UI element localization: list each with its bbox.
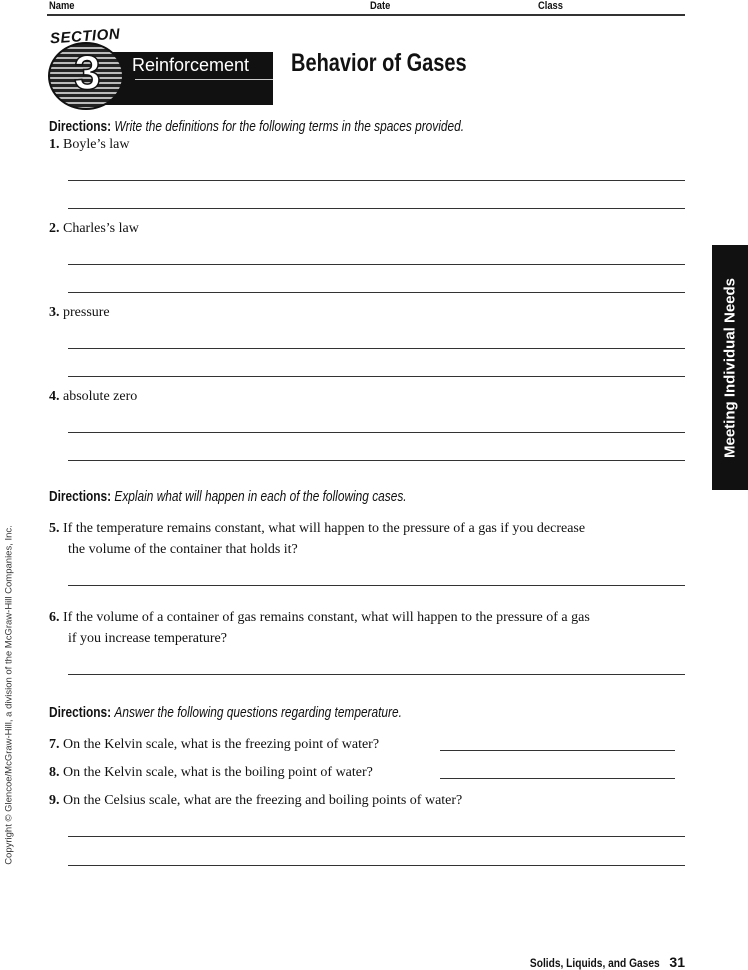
header-rule	[47, 14, 685, 16]
question-3: 3. pressure	[49, 305, 110, 320]
answer-line[interactable]	[68, 180, 685, 181]
answer-line[interactable]	[440, 750, 675, 751]
side-tab-label: Meeting Individual Needs	[721, 277, 739, 458]
footer	[507, 954, 685, 970]
answer-line[interactable]	[68, 376, 685, 377]
answer-line[interactable]	[68, 674, 685, 675]
answer-line[interactable]	[440, 778, 675, 779]
answer-line[interactable]	[68, 264, 685, 265]
class-label: Class	[538, 0, 563, 12]
question-6: 6. If the volume of a container of gas remains constant, what will happen to the pressure of a gas	[49, 610, 590, 625]
question-5: 5. If the temperature remains constant, what will happen to the pressure of a gas if you decrease	[49, 521, 586, 536]
question-6-cont: if you increase temperature?	[68, 631, 227, 646]
question-5-cont: the volume of the container that holds it?	[68, 542, 298, 557]
directions-3: Directions: Answer the following questions regarding temperature.	[49, 705, 402, 721]
question-9: 9. On the Celsius scale, what are the freezing and boiling points of water?	[49, 793, 463, 808]
directions-text: Write the definitions for the following terms in the spaces provided.	[114, 119, 465, 135]
answer-line[interactable]	[68, 348, 685, 349]
directions-2: Directions: Explain what will happen in each of the following cases.	[49, 489, 407, 505]
answer-line[interactable]	[68, 432, 685, 433]
question-2: 2. Charles’s law	[49, 221, 139, 236]
footer-book-title: Solids, Liquids, and Gases	[530, 956, 661, 970]
date-label: Date	[370, 0, 391, 12]
name-label: Name	[49, 0, 75, 12]
answer-line[interactable]	[68, 292, 685, 293]
answer-line[interactable]	[68, 836, 685, 837]
section-number: 3	[74, 47, 101, 100]
section-type: Reinforcement	[132, 55, 250, 75]
directions-label: Directions:	[49, 119, 112, 135]
directions-1	[49, 119, 464, 135]
question-4: 4. absolute zero	[49, 389, 138, 404]
section-number-badge	[48, 42, 124, 110]
page-title: Behavior of Gases	[291, 49, 467, 77]
side-tab	[712, 245, 748, 490]
question-8: 8. On the Kelvin scale, what is the boiling point of water?	[49, 765, 373, 780]
question-1: 1. Boyle’s law	[49, 137, 130, 152]
question-7: 7. On the Kelvin scale, what is the freezing point of water?	[49, 737, 380, 752]
section-word: SECTION	[49, 25, 121, 48]
answer-line[interactable]	[68, 460, 685, 461]
answer-line[interactable]	[68, 585, 685, 586]
copyright-notice: Copyright © Glencoe/McGraw-Hill, a division of the McGraw-Hill Companies, Inc.	[3, 525, 15, 865]
page-number: 31	[669, 954, 685, 970]
answer-line[interactable]	[68, 865, 685, 866]
answer-line[interactable]	[68, 208, 685, 209]
